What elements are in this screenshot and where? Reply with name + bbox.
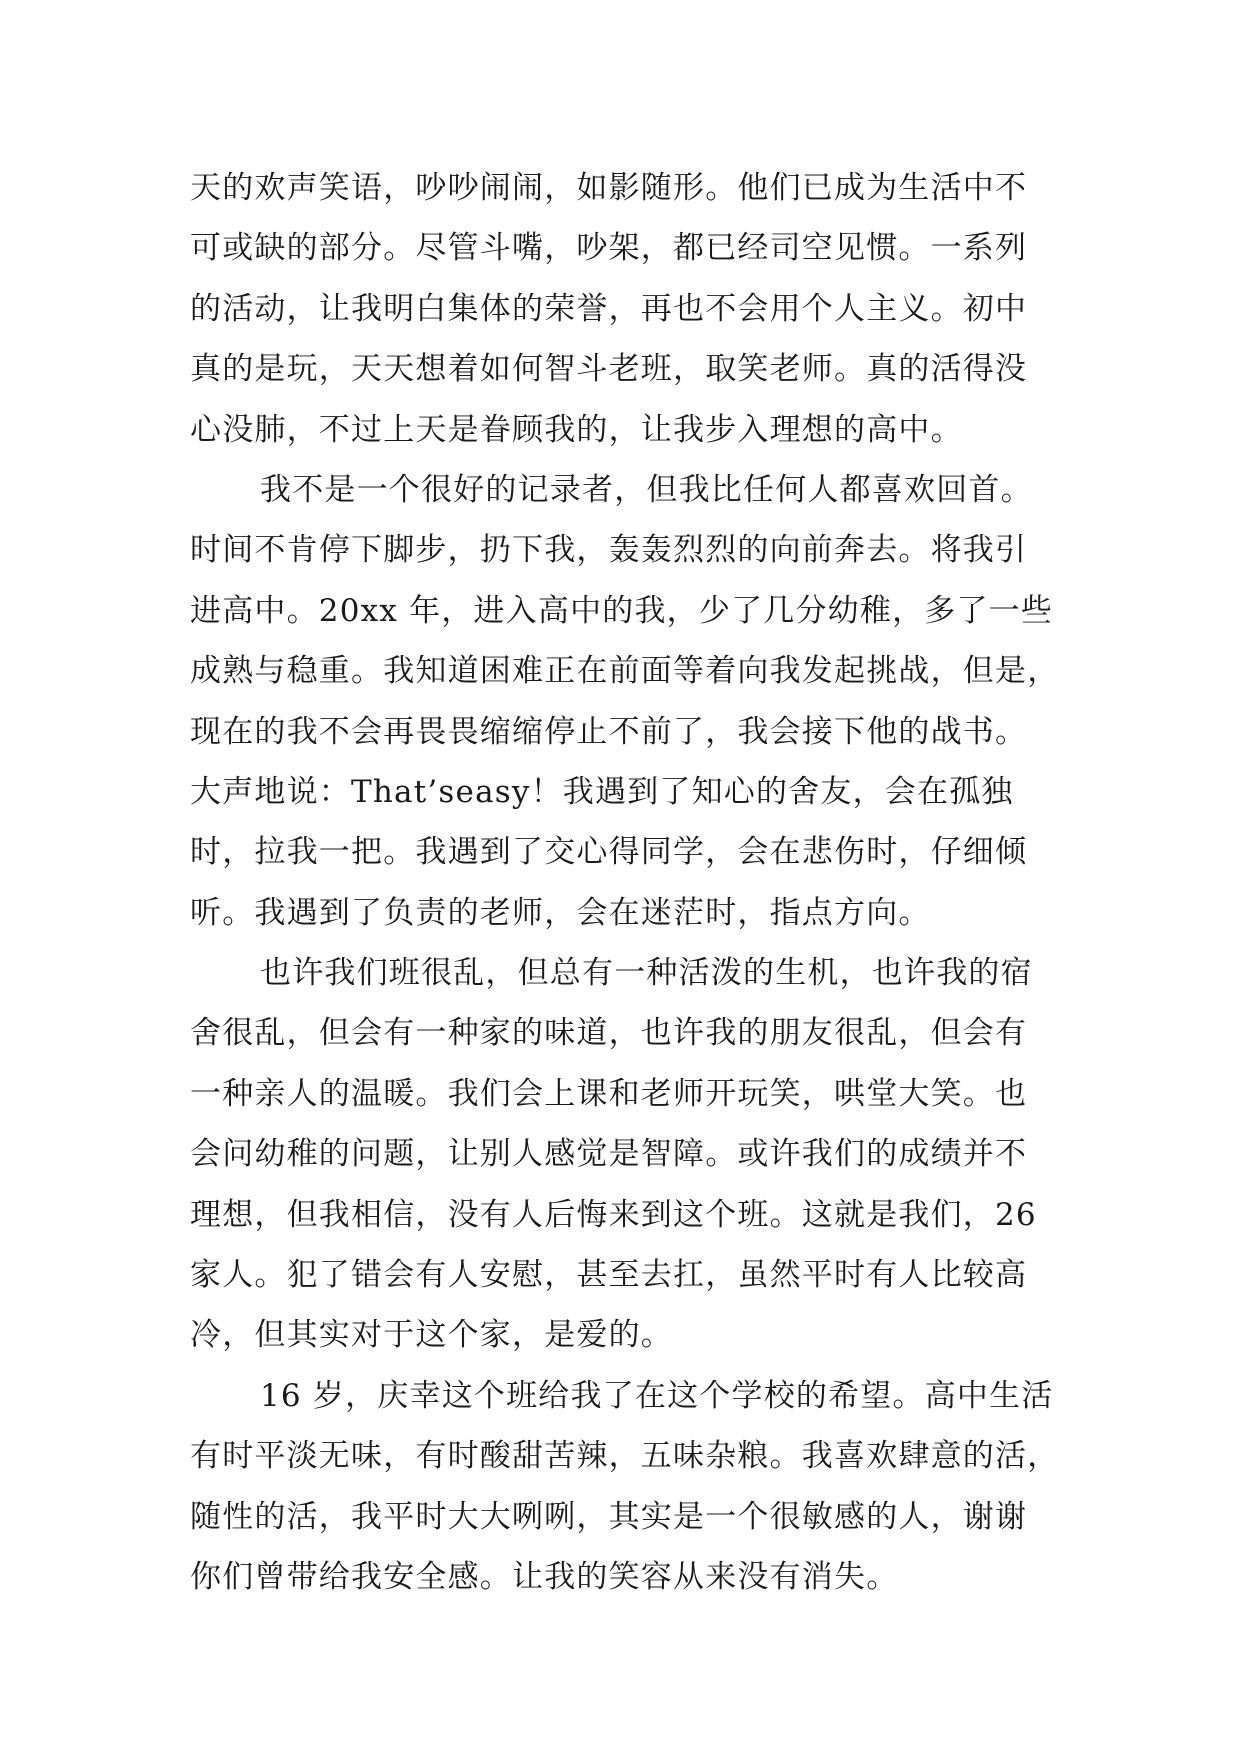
text-line: 舍很乱，但会有一种家的味道，也许我的朋友很乱，但会有 [190, 1015, 1028, 1052]
text-line: 心没肺，不过上天是眷顾我的，让我步入理想的高中。 [190, 411, 963, 448]
text-line: 随性的活，我平时大大咧咧，其实是一个很敏感的人，谢谢 [190, 1498, 1028, 1535]
text-line: 的活动，让我明白集体的荣誉，再也不会用个人主义。初中 [190, 290, 1028, 327]
text-line: 时，拉我一把。我遇到了交心得同学，会在悲伤时，仔细倾 [190, 834, 1028, 871]
text-line: 冷，但其实对于这个家，是爱的。 [190, 1317, 673, 1354]
text-line: 有时平淡无味，有时酸甜苦辣，五味杂粮。我喜欢肆意的活， [190, 1438, 1060, 1475]
document-body [190, 158, 1070, 1607]
text-line: 可或缺的部分。尽管斗嘴，吵架，都已经司空见惯。一系列 [190, 230, 1028, 267]
text-line: 我不是一个很好的记录者，但我比任何人都喜欢回首。 [260, 471, 1033, 508]
text-line: 你们曾带给我安全感。让我的笑容从来没有消失。 [190, 1558, 899, 1595]
text-line: 会问幼稚的问题，让别人感觉是智障。或许我们的成绩并不 [190, 1136, 1028, 1173]
text-line: 进高中。20xx 年，进入高中的我，少了几分幼稚，多了一些 [190, 592, 1054, 629]
text-line: 真的是玩，天天想着如何智斗老班，取笑老师。真的活得没 [190, 351, 1028, 388]
text-line: 时间不肯停下脚步，扔下我，轰轰烈烈的向前奔去。将我引 [190, 532, 1028, 569]
text-line: 家人。犯了错会有人安慰，甚至去扛，虽然平时有人比较高 [190, 1257, 1028, 1294]
text-line: 天的欢声笑语，吵吵闹闹，如影随形。他们已成为生活中不 [190, 170, 1028, 206]
text-line: 现在的我不会再畏畏缩缩停止不前了，我会接下他的战书。 [190, 713, 1028, 750]
text-line: 听。我遇到了负责的老师，会在迷茫时，指点方向。 [190, 894, 931, 931]
text-line: 一种亲人的温暖。我们会上课和老师开玩笑，哄堂大笑。也 [190, 1075, 1028, 1112]
paragraph [190, 1366, 1070, 1608]
text-line: 也许我们班很乱，但总有一种活泼的生机，也许我的宿 [260, 955, 1033, 992]
text-line: 大声地说：That’seasy！我遇到了知心的舍友，会在孤独 [190, 773, 1014, 810]
text-line: 16 岁，庆幸这个班给我了在这个学校的希望。高中生活 [260, 1377, 1054, 1414]
text-line: 理想，但我相信，没有人后悔来到这个班。这就是我们，26 [190, 1196, 1037, 1233]
paragraph [190, 158, 1070, 460]
paragraph [190, 943, 1070, 1366]
paragraph [190, 460, 1070, 943]
text-line: 成熟与稳重。我知道困难正在前面等着向我发起挑战，但是， [190, 653, 1060, 690]
